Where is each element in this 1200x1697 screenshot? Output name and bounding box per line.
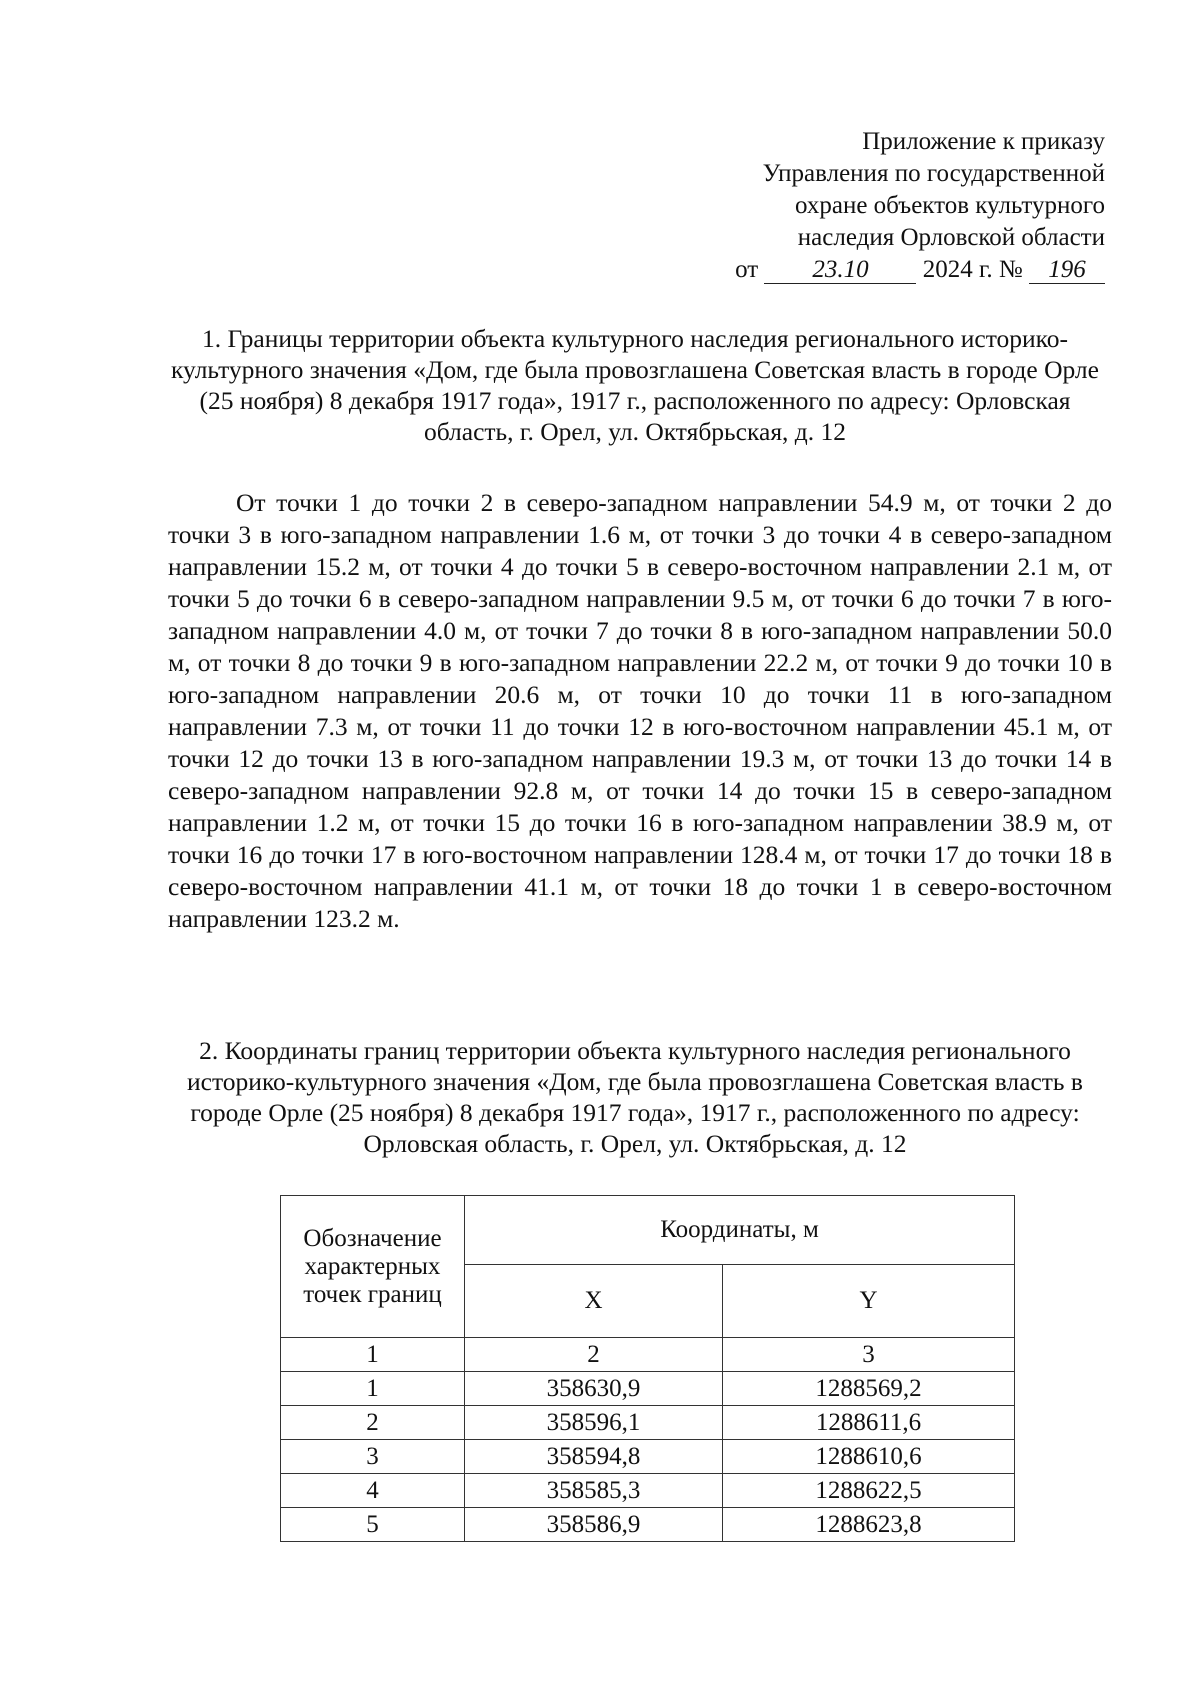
header-y: Y [722,1265,1014,1338]
appendix-date-line [600,254,1105,286]
appendix-header [600,126,1105,286]
point-cell: 3 [281,1440,465,1474]
column-number-row [281,1338,1015,1372]
appendix-line: Приложение к приказу [862,128,1105,155]
table-row [281,1474,1015,1508]
handwritten-date: 23.10 [764,257,916,284]
x-cell: 358630,9 [465,1372,723,1406]
point-cell: 2 [281,1406,465,1440]
column-number: 3 [722,1338,1014,1372]
table-row [281,1372,1015,1406]
y-cell: 1288623,8 [722,1508,1014,1542]
header-coordinates: Координаты, м [465,1196,1015,1265]
section-2-title: 2. Координаты границ территории объекта культурного наследия регионального историко-культурного значения «Дом, где была провозглашена Советская власть в городе Орле (25 ноября) 8 декабря 1917 года», 1917 г., расположенного по адресу: Орловская область, г. Орел, ул. Октябрьская, д. 12 [187,1036,1083,1158]
coordinates-table [280,1195,1015,1542]
appendix-line: наследия Орловской области [797,224,1105,251]
column-number: 2 [465,1338,723,1372]
y-cell: 1288622,5 [722,1474,1014,1508]
appendix-line: Управления по государственной [762,160,1105,187]
table-row [281,1406,1015,1440]
y-cell: 1288611,6 [722,1406,1014,1440]
y-cell: 1288569,2 [722,1372,1014,1406]
table-row [281,1440,1015,1474]
point-cell: 1 [281,1372,465,1406]
header-designation: Обозначение характерных точек границ [281,1196,465,1338]
handwritten-order-number: 196 [1029,257,1105,284]
x-cell: 358594,8 [465,1440,723,1474]
date-prefix: от [735,256,759,283]
section-1-title: 1. Границы территории объекта культурного наследия регионального историко-культурного значения «Дом, где была провозглашена Советская власть в городе Орле (25 ноября) 8 декабря 1917 года», 1917 г., расположенного по адресу: Орловская область, г. Орел, ул. Октябрьская, д. 12 [171,324,1099,446]
appendix-line: охране объектов культурного [794,192,1105,219]
point-cell: 5 [281,1508,465,1542]
point-cell: 4 [281,1474,465,1508]
year-number-label: 2024 г. № [922,256,1023,283]
column-number: 1 [281,1338,465,1372]
x-cell: 358585,3 [465,1474,723,1508]
header-x: X [465,1265,723,1338]
y-cell: 1288610,6 [722,1440,1014,1474]
x-cell: 358586,9 [465,1508,723,1542]
table-row [281,1508,1015,1542]
boundary-description: От точки 1 до точки 2 в северо-западном направлении 54.9 м, от точки 2 до точки 3 в юго-западном направлении 1.6 м, от точки 3 до точки 4 в северо-западном направлении 15.2 м, от точки 4 до точки 5 в северо-восточном направлении 2.1 м, от точки 5 до точки 6 в северо-западном направлении 9.5 м, от точки 6 до точки 7 в юго-западном направлении 4.0 м, от точки 7 до точки 8 в юго-западном направлении 50.0 м, от точки 8 до точки 9 в юго-западном направлении 22.2 м, от точки 9 до точки 10 в юго-западном направлении 20.6 м, от точки 10 до точки 11 в юго-западном направлении 7.3 м, от точки 11 до точки 12 в юго-восточном направлении 45.1 м, от точки 12 до точки 13 в юго-западном направлении 19.3 м, от точки 13 до точки 14 в северо-западном направлении 92.8 м, от точки 14 до точки 15 в северо-западном направлении 1.2 м, от точки 15 до точки 16 в юго-западном направлении 38.9 м, от точки 16 до точки 17 в юго-восточном направлении 128.4 м, от точки 17 до точки 18 в северо-восточном направлении 41.1 м, от точки 18 до точки 1 в северо-восточном направлении 123.2 м. [168,488,1112,933]
x-cell: 358596,1 [465,1406,723,1440]
